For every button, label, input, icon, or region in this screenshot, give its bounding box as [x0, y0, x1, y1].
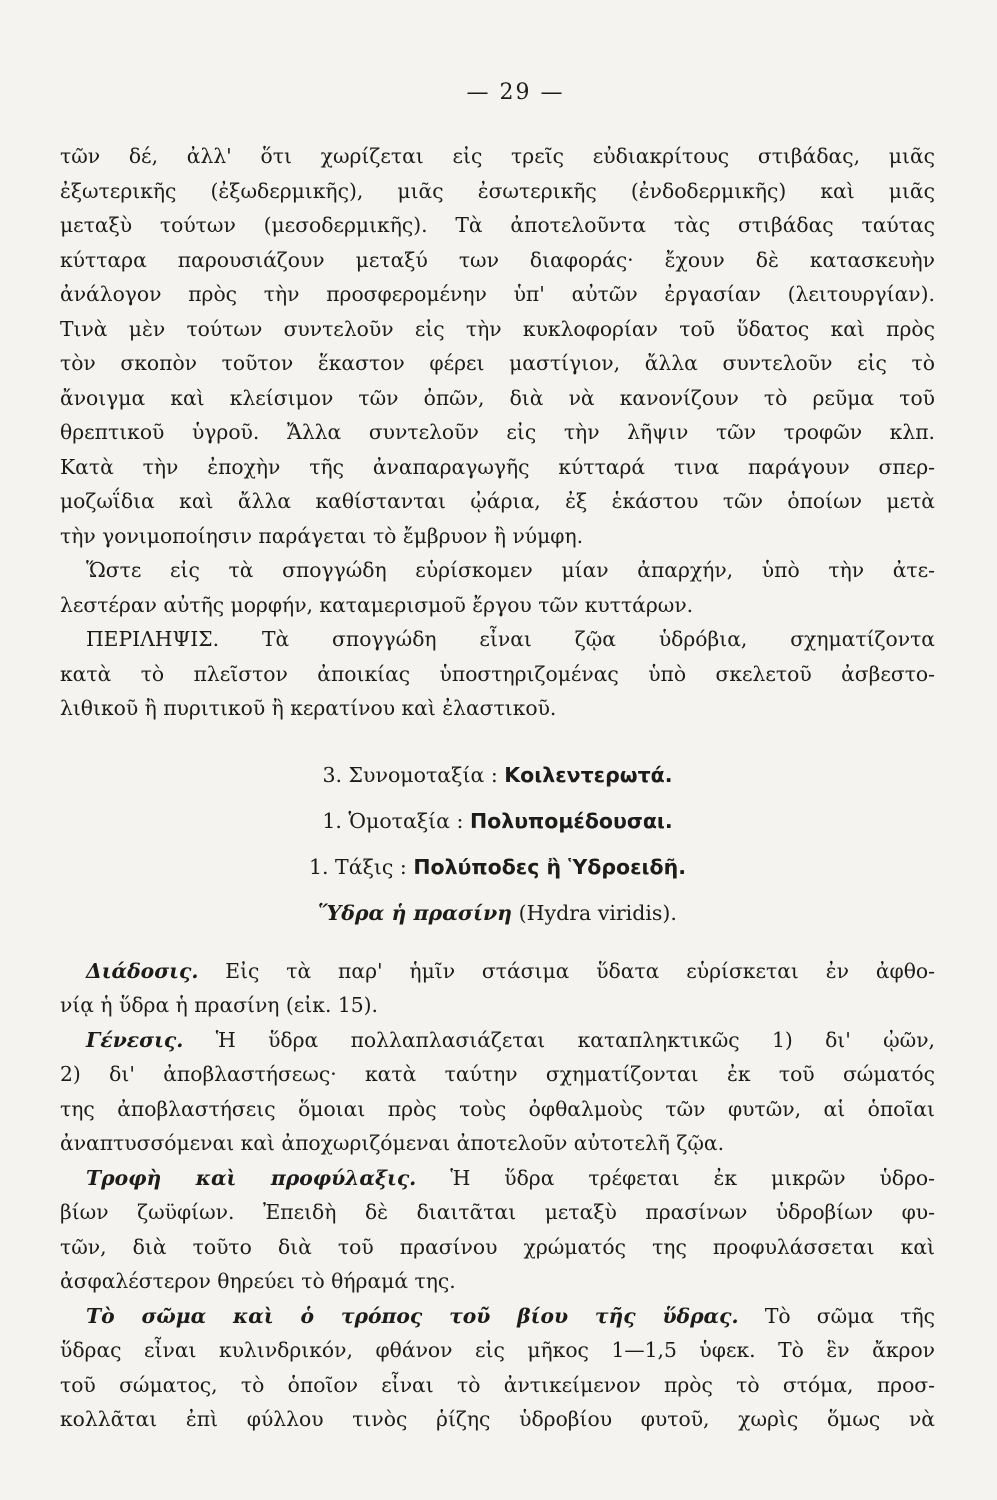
- text-line: κύτταρα παρουσιάζουν μεταξύ των διαφοράς· ἔχουν δὲ κατασκευὴν: [60, 247, 935, 272]
- text-line: ἀναπτυσσόμεναι καὶ ἀποχωριζόμεναι ἀποτελοῦν αὐτοτελῆ ζῷα.: [60, 1131, 725, 1155]
- text-line: λεστέραν αὐτῆς μορφήν, καταμερισμοῦ ἔργου τῶν κυττάρων.: [60, 592, 694, 617]
- text-line: κολλᾶται ἐπὶ φύλλου τινὸς ῥίζης ὑδροβίου φυτοῦ, χωρὶς ὅμως νὰ: [60, 1407, 935, 1431]
- section-text: Ἡ ὕδρα τρέφεται ἐκ μικρῶν ὑδρο-: [450, 1165, 935, 1190]
- text-line: 2) δι' ἀποβλαστήσεως· κατὰ ταύτην σχηματίζονται ἐκ τοῦ σώματός: [60, 1062, 935, 1086]
- page-number: — 29 —: [466, 80, 565, 105]
- class-name: Πολυπομέδουσαι.: [469, 808, 673, 833]
- text-line: τῶν δέ, ἀλλ' ὅτι χωρίζεται εἰς τρεῖς εὐδιακρίτους στιβάδας, μιᾶς: [60, 144, 935, 168]
- species-heading: [60, 890, 935, 936]
- text-line: Τινὰ μὲν τούτων συντελοῦν εἰς τὴν κυκλοφορίαν τοῦ ὕδατος καὶ πρὸς: [60, 316, 935, 341]
- text-line: Ὥστε εἰς τὰ σπογγώδη εὑρίσκομεν μίαν ἀπαρχήν, ὑπὸ τὴν ἀτε-: [86, 558, 935, 582]
- order-prefix: 1. Τάξις :: [308, 854, 407, 879]
- text-line: τῶν, διὰ τοῦτο διὰ τοῦ πρασίνου χρώματός της προφυλάσσεται καὶ: [60, 1234, 935, 1259]
- section-body-lifestyle: [60, 1299, 935, 1437]
- species-latin: (Hydra viridis).: [518, 900, 677, 925]
- text-line: ἄνοιγμα καὶ κλείσιμον τῶν ὀπῶν, διὰ νὰ κανονίζουν τὸ ρεῦμα τοῦ: [60, 385, 935, 410]
- text-line: τὸν σκοπὸν τοῦτον ἕκαστον φέρει μαστίγιον, ἄλλα συντελοῦν εἰς τὸ: [60, 351, 935, 375]
- phylum-name: Κοιλεντερωτά.: [504, 762, 673, 787]
- phylum-heading: [60, 752, 935, 798]
- text-line: βίων ζωϋφίων. Ἐπειδὴ δὲ διαιτᾶται μεταξὺ πρασίνων ὑδροβίων φυ-: [60, 1200, 935, 1224]
- text-line: λιθικοῦ ἢ πυριτικοῦ ἢ κερατίνου καὶ ἐλαστικοῦ.: [60, 696, 557, 720]
- text-line: μοζωΐδια καὶ ἄλλα καθίστανται ᾠάρια, ἐξ ἑκάστου τῶν ὁποίων μετὰ: [60, 489, 935, 513]
- section-reproduction: [60, 1023, 935, 1161]
- text-line: τὴν γονιμοποίησιν παράγεται τὸ ἔμβρυον ἢ νύμφη.: [60, 523, 584, 548]
- section-text: Ἡ ὕδρα πολλαπλασιάζεται καταπληκτικῶς 1) δι' ᾠῶν,: [215, 1027, 935, 1052]
- text-line: ΠΕΡΙΛΗΨΙΣ. Τὰ σπογγώδη εἶναι ζῷα ὑδρόβια, σχηματίζοντα: [86, 627, 935, 651]
- text-line: ἀνάλογον πρὸς τὴν προσφερομένην ὑπ' αὐτῶν ἐργασίαν (λειτουργίαν).: [60, 282, 935, 306]
- section-text: Τὸ σῶμα τῆς: [764, 1303, 935, 1328]
- text-line: νίᾳ ἡ ὕδρα ἡ πρασίνη (εἰκ. 15).: [60, 993, 379, 1017]
- class-prefix: 1. Ὁμοταξία :: [322, 808, 464, 833]
- section-text: Εἰς τὰ παρ' ἡμῖν στάσιμα ὕδατα εὑρίσκεται ἐν ἀφθο-: [225, 958, 935, 983]
- section-lead: Γένεσις.: [86, 1027, 184, 1052]
- text-line: θρεπτικοῦ ὑγροῦ. Ἄλλα συντελοῦν εἰς τὴν λῆψιν τῶν τροφῶν κλπ.: [60, 420, 935, 444]
- section-lead: Διάδοσις.: [86, 958, 199, 983]
- order-name: Πολύποδες ἢ Ὑδροειδῆ.: [413, 854, 686, 879]
- text-line: τοῦ σώματος, τὸ ὁποῖον εἶναι τὸ ἀντικείμενον πρὸς τὸ στόμα, προσ-: [60, 1372, 935, 1397]
- section-lead: Τὸ σῶμα καὶ ὁ τρόπος τοῦ βίου τῆς ὕδρας.: [86, 1303, 739, 1328]
- text-line: [60, 954, 935, 989]
- paragraph-sponges: [60, 139, 935, 622]
- book-page: [60, 80, 935, 1437]
- text-line: [60, 1161, 935, 1196]
- text-line: κατὰ τὸ πλεῖστον ἀποικίας ὑποστηριζομένας ὑπὸ σκελετοῦ ἀσβεστο-: [60, 661, 935, 686]
- class-heading: [60, 798, 935, 844]
- summary-paragraph: [60, 622, 935, 726]
- text-line: μεταξὺ τούτων (μεσοδερμικῆς). Τὰ ἀποτελοῦντα τὰς στιβάδας ταύτας: [60, 213, 935, 237]
- text-line: ἀσφαλέστερον θηρεύει τὸ θήραμά της.: [60, 1269, 456, 1293]
- text-line: [60, 1299, 935, 1334]
- section-food-protection: [60, 1161, 935, 1299]
- phylum-prefix: 3. Συνομοταξία :: [322, 762, 498, 787]
- spacer: [60, 726, 935, 752]
- text-line: ὕδρας εἶναι κυλινδρικόν, φθάνον εἰς μῆκος 1—1,5 ὑφεκ. Τὸ ἓν ἄκρον: [60, 1338, 935, 1362]
- text-line: [60, 1023, 935, 1058]
- text-line: της ἀποβλαστήσεις ὅμοιαι πρὸς τοὺς ὀφθαλμοὺς τῶν φυτῶν, αἱ ὁποῖαι: [60, 1096, 935, 1121]
- species-name: Ὕδρα ἡ πρασίνη: [318, 900, 513, 925]
- text-line: Κατὰ τὴν ἐποχὴν τῆς ἀναπαραγωγῆς κύτταρά τινα παράγουν σπερ-: [60, 454, 935, 479]
- text-line: ἐξωτερικῆς (ἐξωδερμικῆς), μιᾶς ἐσωτερικῆς (ἐνδοδερμικῆς) καὶ μιᾶς: [60, 178, 935, 203]
- spacer: [60, 936, 935, 954]
- order-heading: [60, 844, 935, 890]
- section-distribution: [60, 954, 935, 1023]
- section-lead: Τροφὴ καὶ προφύλαξις.: [86, 1165, 417, 1190]
